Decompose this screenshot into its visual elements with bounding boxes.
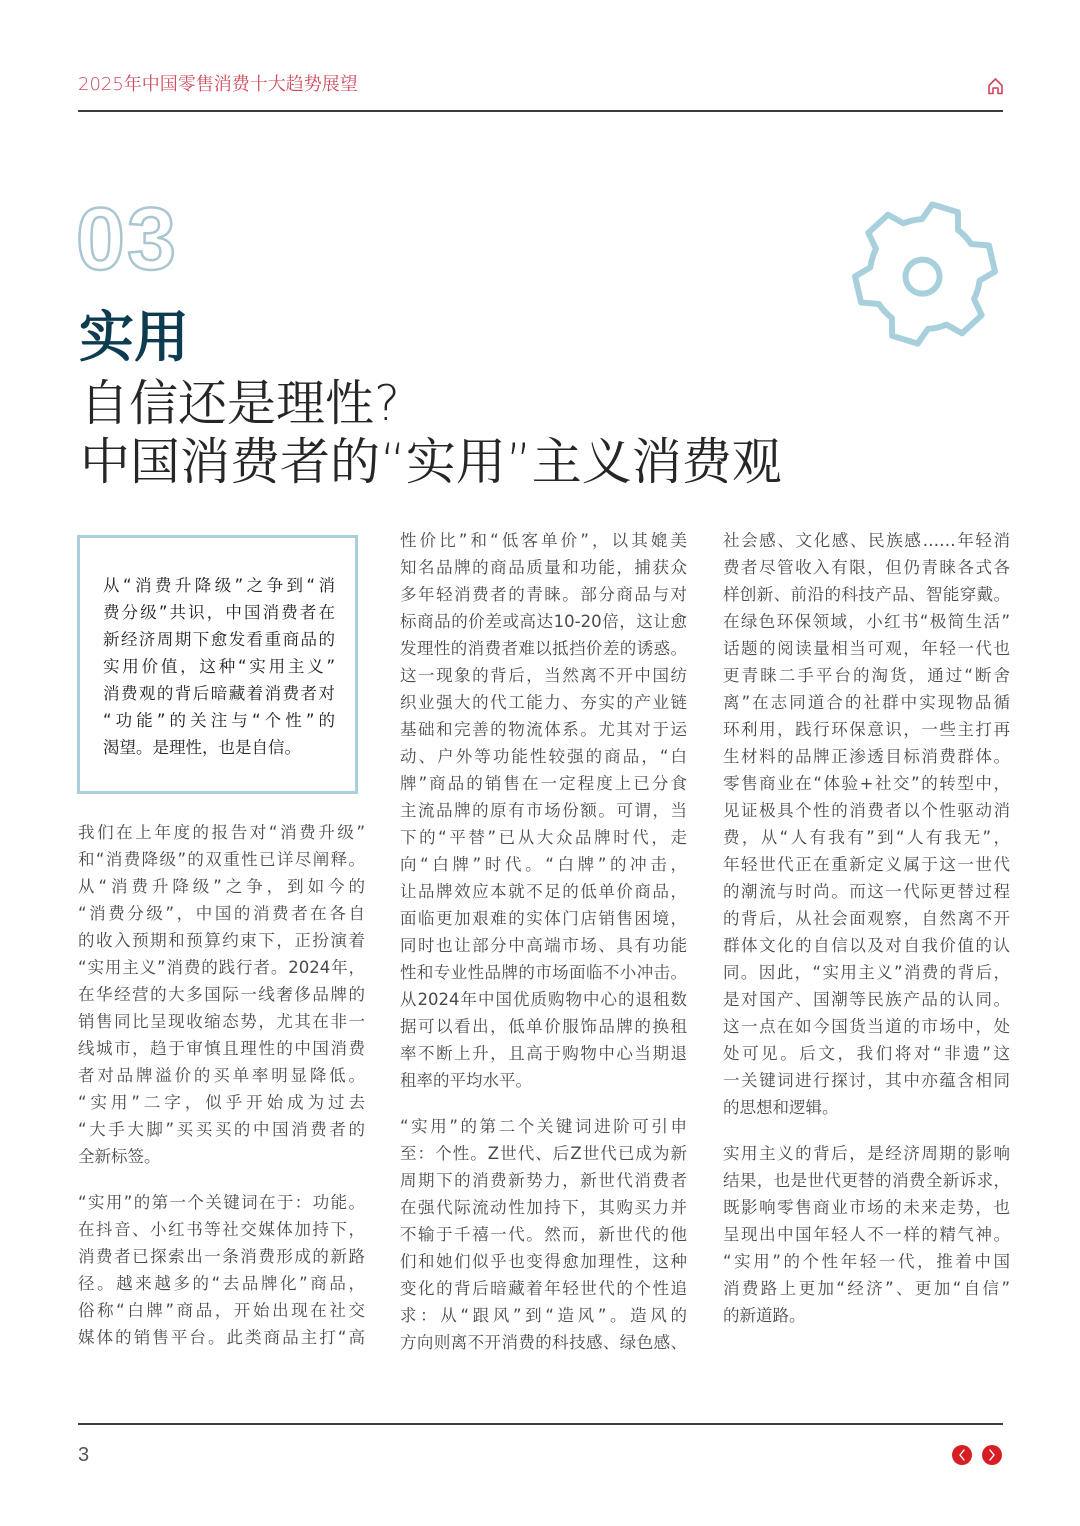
text-line: 离”在志同道合的社群中实现物品循 xyxy=(723,693,1010,712)
text-line: “功能”的关注与“个性”的 xyxy=(103,711,335,730)
section-number: 03 xyxy=(76,189,178,288)
text-line: 渴望。是理性，也是自信。 xyxy=(103,738,301,757)
text-line: 在华经营的大多国际一线奢侈品牌的 xyxy=(78,985,365,1004)
paragraph xyxy=(78,819,365,1170)
text-line: 的背后，从社会面观察，自然离不开 xyxy=(723,909,1010,928)
chevron-right-icon xyxy=(987,1449,997,1461)
text-line: 全新标签。 xyxy=(78,1147,161,1166)
text-line: 求：从“跟风”到“造风”。造风的 xyxy=(400,1306,687,1325)
text-line: 年轻世代正在重新定义属于这一世代 xyxy=(723,855,1010,874)
gear-icon xyxy=(850,200,1000,350)
text-line: 既影响零售商业市场的未来走势，也 xyxy=(723,1198,1010,1217)
text-column-1 xyxy=(78,819,365,1351)
text-line: 在强代际流动性加持下，其购买力并 xyxy=(400,1198,687,1217)
text-line: 和“消费降级”的双重性已详尽阐释。 xyxy=(78,850,365,869)
text-line: 的潮流与时尚。而这一代际更替过程 xyxy=(723,882,1010,901)
text-line: 销售同比呈现收缩态势，尤其在非一 xyxy=(78,1012,365,1031)
text-line: 零售商业在“体验+社交”的转型中， xyxy=(723,774,1010,793)
text-line: 话题的阅读量相当可观，年轻一代也 xyxy=(723,639,1010,658)
text-line: 我们在上年度的报告对“消费升级” xyxy=(78,823,365,842)
chevron-left-icon xyxy=(957,1449,967,1461)
text-line: 据可以看出，低单价服饰品牌的换租 xyxy=(400,1017,687,1036)
text-line: 基础和完善的物流体系。尤其对于运 xyxy=(400,720,687,739)
paragraph xyxy=(78,1189,365,1351)
section-keyword: 实用 xyxy=(79,305,190,369)
text-line: 变化的背后暗藏着年轻世代的个性追 xyxy=(400,1279,687,1298)
text-line: 消费者已探索出一条消费形成的新路 xyxy=(78,1247,365,1266)
text-line: 社会感、文化感、民族感……年轻消 xyxy=(723,531,1010,550)
footer-divider xyxy=(78,1423,1003,1425)
text-line: “实用”二字，似乎开始成为过去 xyxy=(78,1093,365,1112)
text-line: 费分级”共识，中国消费者在 xyxy=(103,603,335,622)
text-line: 从“消费升降级”之争到“消 xyxy=(103,576,335,595)
text-line: 率不断上升，且高于购物中心当期退 xyxy=(400,1044,687,1063)
text-line: 下的“平替”已从大众品牌时代，走 xyxy=(400,828,687,847)
section-subtitle-line: 中国消费者的“实用”主义消费观 xyxy=(80,433,782,491)
text-line: 让品牌效应本就不足的低单价商品， xyxy=(400,882,687,901)
text-line: 媒体的销售平台。此类商品主打“高 xyxy=(78,1328,365,1347)
text-line: 性和专业性品牌的市场面临不小冲击。 xyxy=(400,963,687,982)
paragraph xyxy=(723,1140,1010,1329)
summary-callout xyxy=(77,535,358,794)
text-line: 是对国产、国潮等民族产品的认同。 xyxy=(723,990,1010,1009)
paragraph xyxy=(723,527,1010,1121)
text-line: 俗称“白牌”商品，开始出现在社交 xyxy=(78,1301,365,1320)
text-line: 费，从“人有我有”到“人有我无”， xyxy=(723,828,1010,847)
text-line: 这一现象的背后，当然离不开中国纺 xyxy=(400,666,687,685)
text-line: 群体文化的自信以及对自我价值的认 xyxy=(723,936,1010,955)
report-title: 2025年中国零售消费十大趋势展望 xyxy=(78,74,358,95)
text-line: 的收入预期和预算约束下，正扮演着 xyxy=(78,931,365,950)
text-line: 新经济周期下愈发看重商品的 xyxy=(103,630,335,649)
next-page-button[interactable] xyxy=(982,1445,1002,1465)
text-line: 主流品牌的原有市场份额。可谓，当 xyxy=(400,801,687,820)
text-line: 环利用，践行环保意识，一些主打再 xyxy=(723,720,1010,739)
text-line: 方向则离不开消费的科技感、绿色感、 xyxy=(400,1333,687,1352)
text-line: 织业强大的代工能力、夯实的产业链 xyxy=(400,693,687,712)
text-line: 消费路上更加“经济”、更加“自信” xyxy=(723,1279,1010,1298)
text-line: 这一点在如今国货当道的市场中，处 xyxy=(723,1017,1010,1036)
text-line: 发理性的消费者难以抵挡价差的诱惑。 xyxy=(400,639,687,658)
text-line: 实用价值，这种“实用主义” xyxy=(103,657,335,676)
text-line: 更青睐二手平台的淘货，通过“断舍 xyxy=(723,666,1010,685)
section-subtitle-line: 自信还是理性? xyxy=(80,375,401,432)
text-line: “实用”的第二个关键词进阶可引申 xyxy=(400,1117,687,1136)
text-line: 在绿色环保领域，小红书“极简生活” xyxy=(723,612,1010,631)
text-line: 向“白牌”时代。“白牌”的冲击， xyxy=(400,855,687,874)
text-column-2 xyxy=(400,527,687,1356)
text-line: 不输于千禧一代。然而，新世代的他 xyxy=(400,1225,687,1244)
text-line: 一关键词进行探讨，其中亦蕴含相同 xyxy=(723,1071,1010,1090)
text-line: 从2024年中国优质购物中心的退租数 xyxy=(400,990,687,1009)
text-line: 标商品的价差或高达10-20倍，这让愈 xyxy=(400,612,687,631)
header-divider xyxy=(78,110,1003,112)
text-line: 者对品牌溢价的买单率明显降低。 xyxy=(78,1066,365,1085)
text-line: 结果，也是世代更替的消费全新诉求， xyxy=(723,1171,1010,1190)
text-line: 实用主义的背后，是经济周期的影响 xyxy=(723,1144,1010,1163)
text-line: 呈现出中国年轻人不一样的精气神。 xyxy=(723,1225,1010,1244)
text-line: 同。因此，“实用主义”消费的背后， xyxy=(723,963,1010,982)
previous-page-button[interactable] xyxy=(952,1445,972,1465)
text-column-3 xyxy=(723,527,1010,1329)
text-line: 处可见。后文，我们将对“非遗”这 xyxy=(723,1044,1010,1063)
text-line: 的思想和逻辑。 xyxy=(723,1098,839,1117)
text-line: 知名品牌的商品质量和功能，捕获众 xyxy=(400,558,687,577)
text-line: 面临更加艰难的实体门店销售困境， xyxy=(400,909,687,928)
text-line: “实用”的个性年轻一代，推着中国 xyxy=(723,1252,1010,1271)
home-icon[interactable] xyxy=(987,77,1004,95)
text-line: 从“消费升降级”之争，到如今的 xyxy=(78,877,365,896)
text-line: “消费分级”，中国的消费者在各自 xyxy=(78,904,365,923)
paragraph xyxy=(400,1113,687,1356)
text-line: 们和她们似乎也变得愈加理性，这种 xyxy=(400,1252,687,1271)
text-line: “大手大脚”买买买的中国消费者的 xyxy=(78,1120,365,1139)
text-line: 径。越来越多的“去品牌化”商品， xyxy=(78,1274,365,1293)
callout-text xyxy=(103,572,335,761)
text-line: 动、户外等功能性较强的商品，“白 xyxy=(400,747,687,766)
page-number: 3 xyxy=(78,1444,90,1466)
text-line: 性价比”和“低客单价”，以其媲美 xyxy=(400,531,687,550)
text-line: 租率的平均水平。 xyxy=(400,1071,532,1090)
text-line: 费者尽管收入有限，但仍青睐各式各 xyxy=(723,558,1010,577)
text-line: 同时也让部分中高端市场、具有功能 xyxy=(400,936,687,955)
text-line: 在抖音、小红书等社交媒体加持下， xyxy=(78,1220,365,1239)
text-line: “实用主义”消费的践行者。2024年， xyxy=(78,958,365,977)
text-line: 多年轻消费者的青睐。部分商品与对 xyxy=(400,585,687,604)
text-line: 的新道路。 xyxy=(723,1306,806,1325)
paragraph xyxy=(400,527,687,1094)
text-line: 生材料的品牌正渗透目标消费群体。 xyxy=(723,747,1010,766)
text-line: 至：个性。Z世代、后Z世代已成为新 xyxy=(400,1144,687,1163)
text-line: 线城市，趋于审慎且理性的中国消费 xyxy=(78,1039,365,1058)
text-line: “实用”的第一个关键词在于：功能。 xyxy=(78,1193,365,1212)
text-line: 牌”商品的销售在一定程度上已分食 xyxy=(400,774,687,793)
text-line: 见证极具个性的消费者以个性驱动消 xyxy=(723,801,1010,820)
text-line: 样创新、前沿的科技产品、智能穿戴。 xyxy=(723,585,1010,604)
text-line: 周期下的消费新势力，新世代消费者 xyxy=(400,1171,687,1190)
text-line: 消费观的背后暗藏着消费者对 xyxy=(103,684,335,703)
